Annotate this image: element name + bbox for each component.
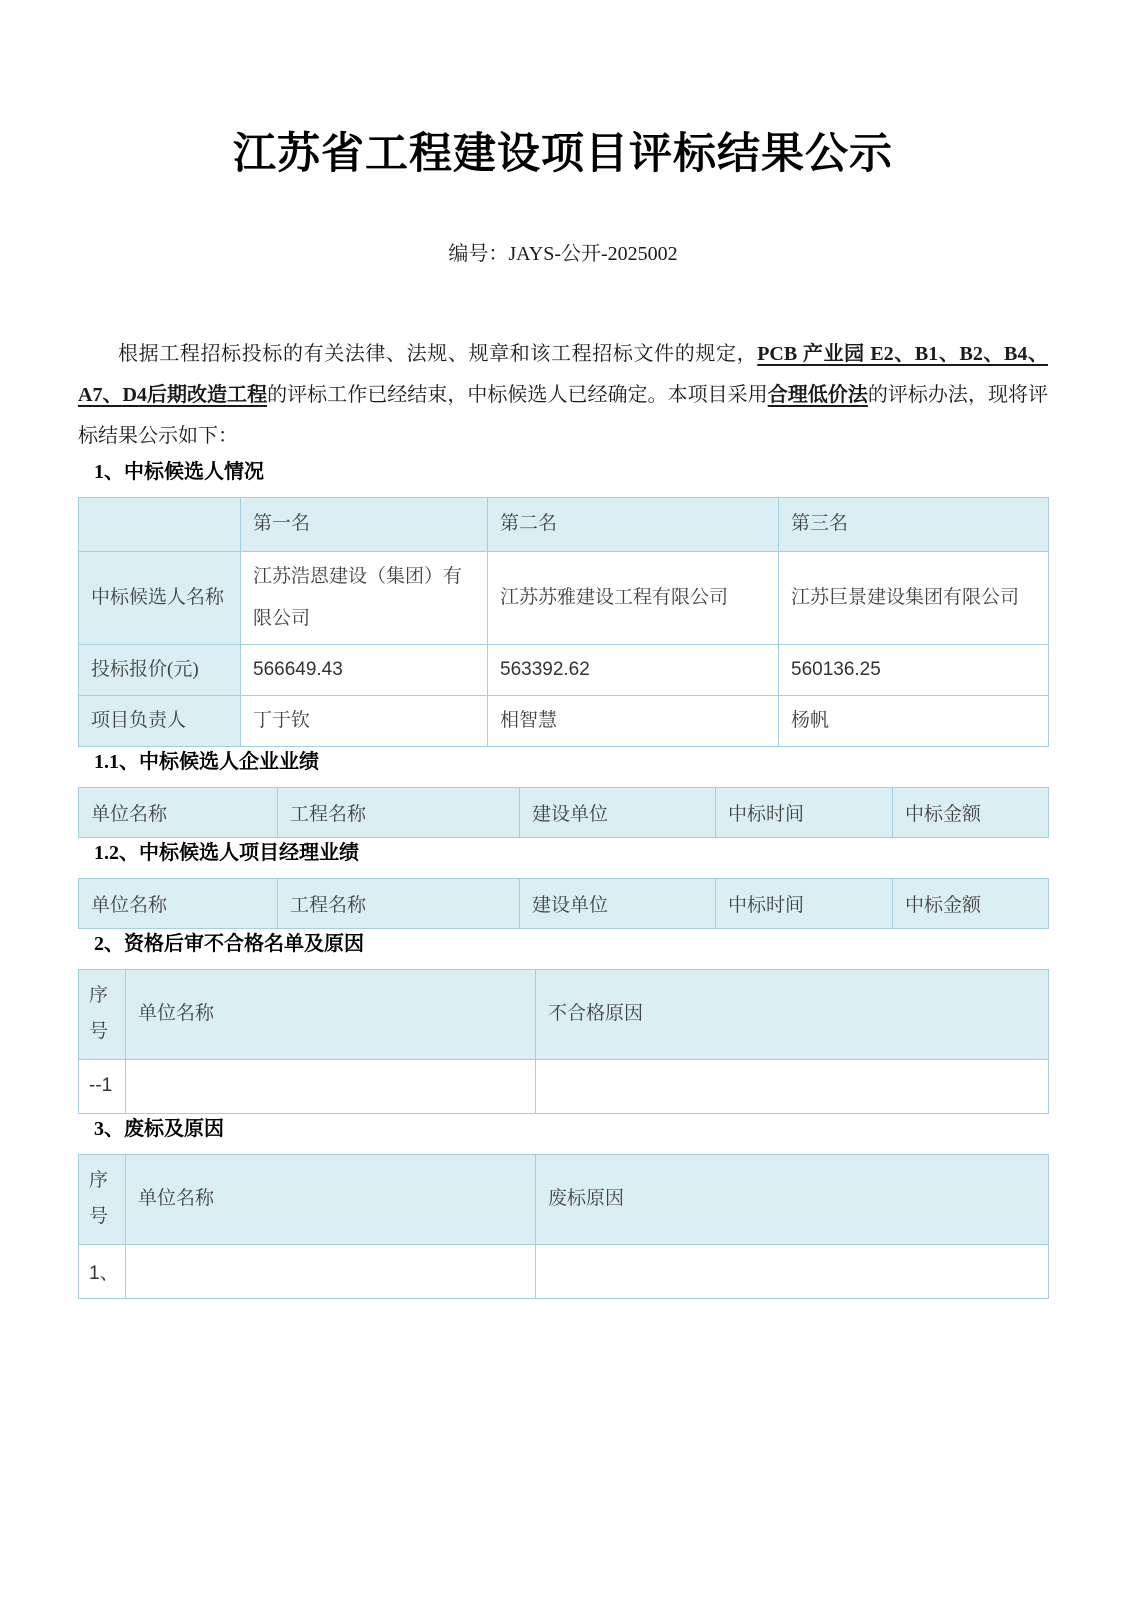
bid-price-3: 560136.25 xyxy=(779,644,1049,695)
intro-text-1: 根据工程招标投标的有关法律、法规、规章和该工程招标文件的规定， xyxy=(118,342,758,365)
project-name: PCB 产业园 E2、B1、B2、B4、A7、D4后期改造工程 xyxy=(78,342,1049,406)
header-cell-seq-no: 序号 xyxy=(79,1154,126,1244)
project-leader-1: 丁于钦 xyxy=(241,695,488,746)
header-cell-unit-name: 单位名称 xyxy=(126,969,536,1059)
section-2-heading: 2、资格后审不合格名单及原因 xyxy=(94,932,364,955)
table-header-row xyxy=(79,969,1049,1059)
disqualified-table xyxy=(78,969,1049,1114)
header-cell-unit-name: 单位名称 xyxy=(79,787,278,837)
invalid-bids-table xyxy=(78,1154,1049,1299)
section-1-heading: 1、中标候选人情况 xyxy=(94,460,264,483)
header-cell-award-time: 中标时间 xyxy=(716,787,893,837)
header-cell-construction-unit: 建设单位 xyxy=(520,878,716,928)
section-3-heading: 3、废标及原因 xyxy=(94,1117,224,1140)
bid-price-1: 566649.43 xyxy=(241,644,488,695)
evaluation-method: 合理低价法 xyxy=(767,383,868,406)
header-cell-seq-no: 序号 xyxy=(79,969,126,1059)
table-row xyxy=(79,1244,1049,1298)
reason-cell xyxy=(536,1059,1049,1113)
header-cell-project-name: 工程名称 xyxy=(278,787,520,837)
bid-price-2: 563392.62 xyxy=(488,644,779,695)
table-header-row xyxy=(79,1154,1049,1244)
project-leader-2: 相智慧 xyxy=(488,695,779,746)
table-row xyxy=(79,695,1049,746)
header-cell-construction-unit: 建设单位 xyxy=(520,787,716,837)
header-cell-invalid-reason: 废标原因 xyxy=(536,1154,1049,1244)
header-cell-award-time: 中标时间 xyxy=(716,878,893,928)
header-cell-project-name: 工程名称 xyxy=(278,878,520,928)
header-cell-award-amount: 中标金额 xyxy=(893,878,1049,928)
unit-name-cell xyxy=(126,1059,536,1113)
table-row xyxy=(79,551,1049,644)
reason-cell xyxy=(536,1244,1049,1298)
header-cell-disqualify-reason: 不合格原因 xyxy=(536,969,1049,1059)
header-cell-unit-name: 单位名称 xyxy=(79,878,278,928)
page-title: 江苏省工程建设项目评标结果公示 xyxy=(233,131,893,178)
company-record-table xyxy=(78,787,1049,838)
table-header-row xyxy=(79,787,1049,837)
table-header-row xyxy=(79,878,1049,928)
candidate-name-3: 江苏巨景建设集团有限公司 xyxy=(779,551,1049,644)
header-cell-third: 第三名 xyxy=(779,497,1049,551)
unit-name-cell xyxy=(126,1244,536,1298)
project-leader-3: 杨帆 xyxy=(779,695,1049,746)
manager-record-table xyxy=(78,878,1049,929)
doc-number: 编号：JAYS-公开-2025002 xyxy=(448,242,678,265)
intro-paragraph xyxy=(78,334,1048,457)
row-label-bid-price: 投标报价(元) xyxy=(79,644,241,695)
row-label-project-leader: 项目负责人 xyxy=(79,695,241,746)
table-row xyxy=(79,1059,1049,1113)
seq-no-cell: --1 xyxy=(79,1059,126,1113)
candidate-name-1: 江苏浩恩建设（集团）有限公司 xyxy=(241,551,488,644)
section-1-2-heading: 1.2、中标候选人项目经理业绩 xyxy=(94,841,359,864)
candidate-name-2: 江苏苏雅建设工程有限公司 xyxy=(488,551,779,644)
header-cell-award-amount: 中标金额 xyxy=(893,787,1049,837)
header-cell-unit-name: 单位名称 xyxy=(126,1154,536,1244)
table-row xyxy=(79,644,1049,695)
header-cell-first: 第一名 xyxy=(241,497,488,551)
table-header-row xyxy=(79,497,1049,551)
intro-text-2: 的评标工作已经结束，中标候选人已经确定。本项目采用 xyxy=(267,383,768,406)
intro-text-3: 的评标办法，现将评标结果公示如下： xyxy=(78,383,1049,447)
winners-table xyxy=(78,497,1049,747)
header-cell-second: 第二名 xyxy=(488,497,779,551)
section-1-1-heading: 1.1、中标候选人企业业绩 xyxy=(94,750,319,773)
seq-no-cell: 1、 xyxy=(79,1244,126,1298)
header-cell-empty xyxy=(79,497,241,551)
row-label-candidate-name: 中标候选人名称 xyxy=(79,551,241,644)
